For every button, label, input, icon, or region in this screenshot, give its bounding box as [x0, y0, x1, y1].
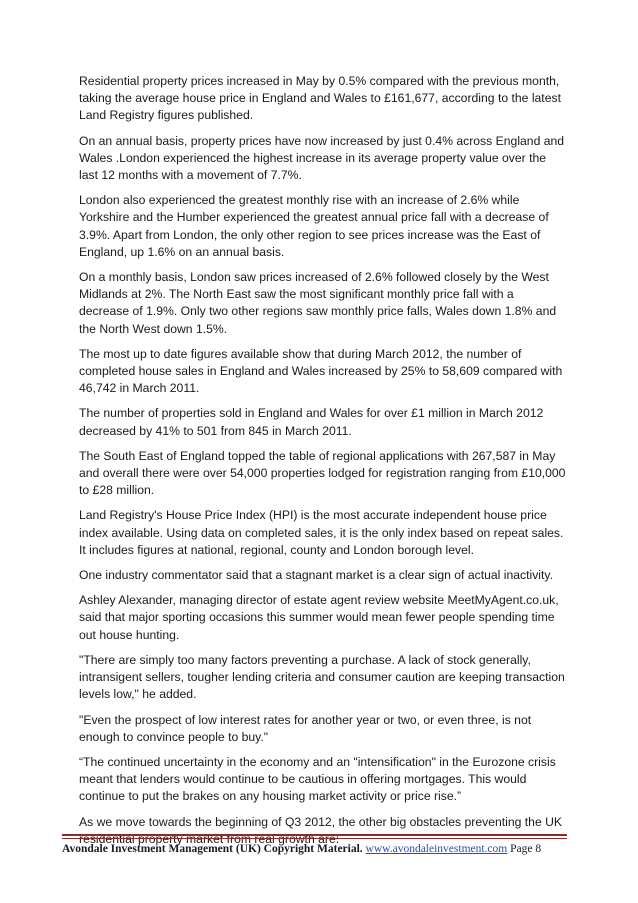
- paragraph-7: The South East of England topped the table of regional applications with 267,587 in May and overall there were over 54,000 properties lodged for registration ranging from £10,000 to £28 million.: [79, 448, 566, 498]
- footer-divider: [62, 834, 567, 836]
- page-footer: [62, 842, 567, 857]
- paragraph-11: "There are simply too many factors preventing a purchase. A lack of stock generally, intransigent sellers, tougher lending criteria and consumer caution are keeping transaction levels low," he added.: [79, 652, 565, 702]
- footer-copyright: Avondale Investment Management (UK) Copyright Material.: [62, 843, 363, 855]
- footer-divider-thin: [62, 838, 567, 839]
- paragraph-2: On an annual basis, property prices have now increased by just 0.4% across England and Wales .London experienced the highest increase in its average property value over the last 12 months with a movement of 7.7%.: [79, 133, 565, 183]
- paragraph-9: One industry commentator said that a stagnant market is a clear sign of actual inactivity.: [79, 568, 553, 583]
- paragraph-1: Residential property prices increased in May by 0.5% compared with the previous month, taking the average house price in England and Wales to £161,677, according to the latest Land Registry figures published.: [79, 74, 561, 123]
- paragraph-14: As we move towards the beginning of Q3 2012, the other big obstacles preventing the UK residential property market from real growth are:: [79, 814, 563, 846]
- paragraph-8: Land Registry's House Price Index (HPI) is the most accurate independent house price index available. Using data on completed sales, it is the only index based on repeat sales. It includes figures at national, regional, county and London borough level.: [79, 508, 564, 557]
- paragraph-3: London also experienced the greatest monthly rise with an increase of 2.6% while Yorkshire and the Humber experienced the greatest annual price fall with a decrease of 3.9%. Apart from London, the only other region to see prices increase was the East of England, up 1.6% on an annual basis.: [79, 193, 549, 259]
- paragraph-12: "Even the prospect of low interest rates for another year or two, or even three, is not enough to convince people to buy.": [79, 712, 532, 744]
- footer-website-link[interactable]: www.avondaleinvestment.com: [365, 843, 508, 855]
- footer-page-number: Page 8: [510, 843, 542, 855]
- paragraph-4: On a monthly basis, London saw prices increased of 2.6% followed closely by the West Midlands at 2%. The North East saw the most significant monthly price fall with a decrease of 1.9%. Only two other regions saw monthly price falls, Wales down 1.8% and the North West down 1.5%.: [79, 270, 557, 336]
- body-text: [79, 73, 567, 856]
- paragraph-10: Ashley Alexander, managing director of estate agent review website MeetMyAgent.co.uk, said that major sporting occasions this summer would mean fewer people spending time out house hunting.: [79, 593, 559, 642]
- paragraph-5: The most up to date figures available show that during March 2012, the number of completed house sales in England and Wales increased by 25% to 58,609 compared with 46,742 in March 2011.: [79, 346, 563, 396]
- paragraph-13: “The continued uncertainty in the economy and an "intensification" in the Eurozone crisis meant that lenders would continue to be cautious in offering mortgages. This would continue to put the brakes on any housing market activity or price rise.”: [79, 754, 556, 804]
- paragraph-6: The number of properties sold in England and Wales for over £1 million in March 2012 decreased by 41% to 501 from 845 in March 2011.: [79, 406, 544, 438]
